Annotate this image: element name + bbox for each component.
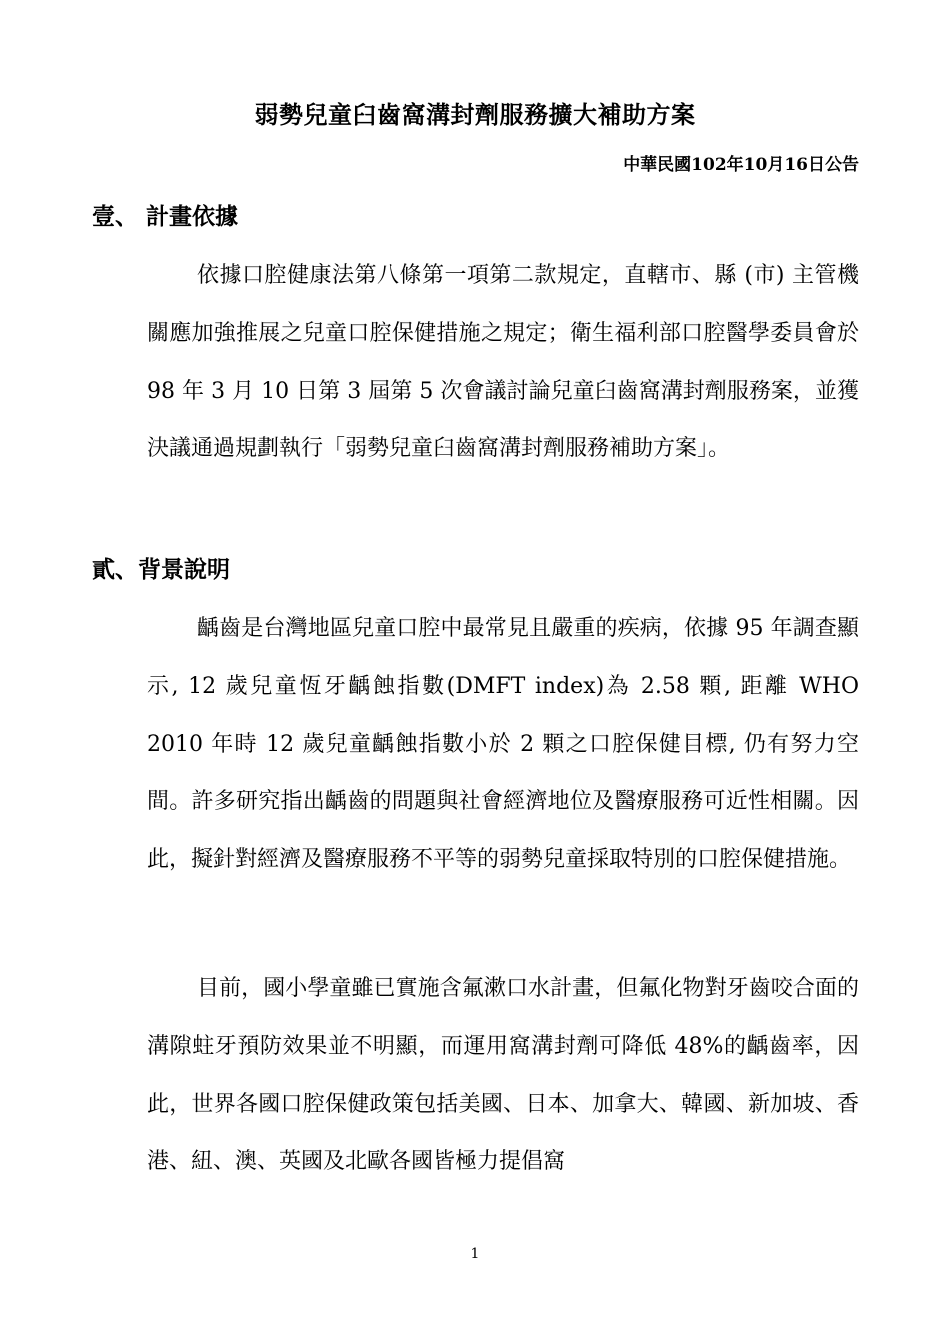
page-number: 1 <box>470 1246 480 1262</box>
announcement-date: 中華民國102年10月16日公告 <box>623 155 859 175</box>
paragraph-background-2: 目前，國小學童雖已實施含氟漱口水計畫，但氟化物對牙齒咬合面的溝隙蛀牙預防效果並不明顯，而運用窩溝封劑可降低 48%的齲齒率，因此，世界各國口腔保健政策包括美國、日本、加拿大、韓國、新加坡、香港、紐、澳、英國及北歐各國皆極力提倡窩 <box>147 976 859 1175</box>
section-heading-background: 貳、背景說明 <box>92 556 230 583</box>
section-heading-basis: 壹、 計畫依據 <box>92 203 239 230</box>
document-title: 弱勢兒童臼齒窩溝封劑服務擴大補助方案 <box>254 100 696 129</box>
paragraph-basis: 依據口腔健康法第八條第一項第二款規定，直轄市、縣 (市) 主管機關應加強推展之兒童口腔保健措施之規定；衛生福利部口腔醫學委員會於 98 年 3 月 10 日第 3 屆第 5 次會議討論兒童臼齒窩溝封劑服務案，並獲決議通過規劃執行「弱勢兒童臼齒窩溝封劑服務補助方案」。 <box>147 263 859 462</box>
paragraph-background-1: 齲齒是台灣地區兒童口腔中最常見且嚴重的疾病，依據 95 年調查顯示, 12 歲兒童恆牙齲蝕指數(DMFT index)為 2.58 顆, 距離 WHO 2010 年時 12 歲兒童齲蝕指數小於 2 顆之口腔保健目標, 仍有努力空間。許多研究指出齲齒的問題與社會經濟地位及醫療服務可近性相關。因此，擬針對經濟及醫療服務不平等的弱勢兒童採取特別的口腔保健措施。 <box>147 616 859 873</box>
